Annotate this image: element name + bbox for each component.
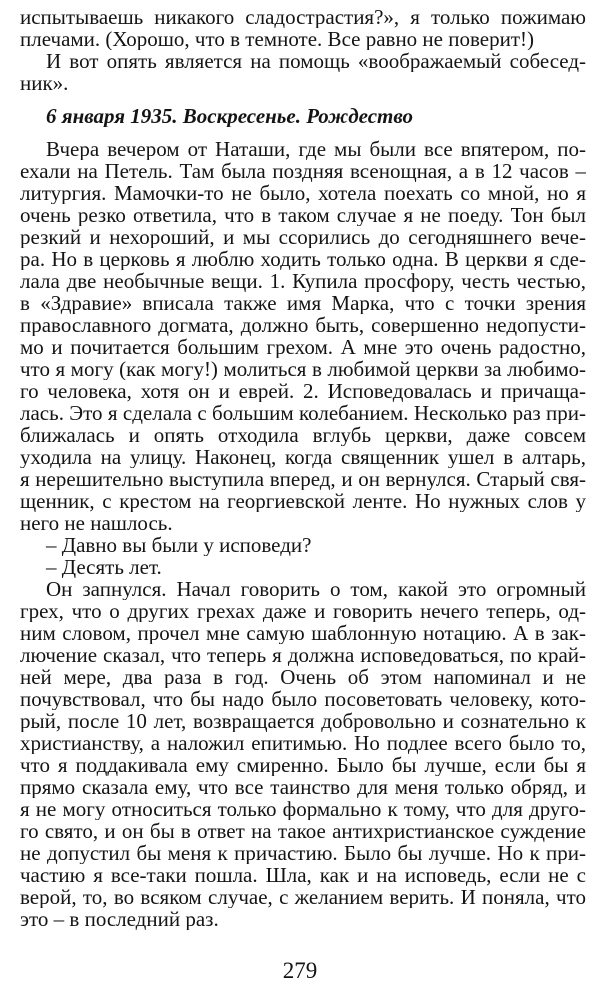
text-line: христианству, а наложил епитимью. Но подлее всего было то, (20, 732, 586, 754)
text-line: я не могу относиться только формально к тому, что для друго- (20, 798, 586, 820)
text-line: мо и почитается большим грехом. А мне это очень радостно, (20, 336, 586, 358)
text-line: лала две необычные вещи. 1. Купила просфору, честь честью, (20, 270, 586, 292)
text-line: плечами. (Хорошо, что в темноте. Все равно не поверит!) (20, 28, 534, 50)
text-line: грех, что о других грехах даже и говорить нечего теперь, од- (20, 600, 586, 622)
text-line: ней мере, два раза в год. Очень об этом напоминал и не (20, 666, 586, 688)
text-line: православного догмата, должно быть, совершенно недопусти- (20, 314, 586, 336)
text-line: уходила на улицу. Наконец, когда священник ушел в алтарь, (20, 446, 586, 468)
dialogue-line: – Десять лет. (46, 556, 162, 578)
text-line: го свято, и он бы в ответ на такое антихристианское суждение (20, 820, 586, 842)
text-line: ним словом, прочел мне самую шаблонную нотацию. А в зак- (20, 622, 586, 644)
text-line: это – в последний раз. (20, 908, 219, 930)
text-line: испытываешь никакого сладострастия?», я только пожимаю (20, 6, 586, 28)
text-line: верой, то, во всяком случае, с желанием верить. И поняла, что (20, 886, 586, 908)
text-line: щенник, с крестом на георгиевской ленте. Но нужных слов у (20, 490, 586, 512)
page-number: 279 (282, 958, 318, 983)
text-line: ехали на Петель. Там была поздняя всенощная, а в 12 часов – (20, 160, 586, 182)
text-line: почувствовал, что бы надо было посоветовать человеку, кото- (20, 688, 586, 710)
text-line: резкий и нехороший, и мы ссорились до сегодняшнего вече- (20, 226, 586, 248)
paragraph-intro-2 (20, 50, 586, 94)
text-line: очень резко ответила, что в таком случае я не поеду. Тон был (20, 204, 586, 226)
text-line: я нерешительно выступила вперед, и он вернулся. Старый свя- (20, 468, 586, 490)
text-line: него не нашлось. (20, 512, 173, 534)
dialogue-line: – Давно вы были у исповеди? (46, 534, 312, 556)
text-line: что я могу (как могу!) молиться в любимой церкви за любимо- (20, 358, 586, 380)
text-line: частию я все-таки пошла. Шла, как и на исповедь, если не с (20, 864, 586, 886)
text-line: в «Здравие» вписала также имя Марка, что с точки зрения (20, 292, 586, 314)
page-text (20, 6, 586, 930)
text-line: рый, после 10 лет, возвращается добровольно и сознательно к (20, 710, 586, 732)
text-line: прямо сказала ему, что все таинство для меня только обряд, и (20, 776, 586, 798)
text-line: И вот опять является на помощь «воображаемый собесед- (46, 50, 586, 72)
text-line: ра. Но в церковь я люблю ходить только одна. В церкви я сде- (20, 248, 586, 270)
text-line: Он запнулся. Начал говорить о том, какой это огромный (46, 578, 586, 600)
paragraph-intro (20, 6, 586, 50)
text-line: не допустил бы меня к причастию. Было бы лучше. Но к при- (20, 842, 586, 864)
paragraph-1 (20, 138, 586, 534)
paragraph-2 (20, 578, 586, 930)
text-line: ник». (20, 72, 69, 94)
text-line: лась. Это я сделала с большим колебанием. Несколько раз при- (20, 402, 586, 424)
entry-heading: 6 января 1935. Воскресенье. Рождество (46, 105, 413, 127)
text-line: го человека, хотя он и еврей. 2. Исповедовалась и причаща- (20, 380, 586, 402)
text-line: литургия. Мамочки-то не было, хотела поехать со мной, но я (20, 182, 586, 204)
text-line: лючение сказал, что теперь я должна исповедоваться, по край- (20, 644, 586, 666)
text-line: ближалась и опять отходила вглубь церкви, даже совсем (20, 424, 586, 446)
text-line: что я поддакивала ему смиренно. Было бы лучше, если бы я (20, 754, 586, 776)
text-line: Вчера вечером от Наташи, где мы были все впятером, по- (46, 138, 586, 160)
